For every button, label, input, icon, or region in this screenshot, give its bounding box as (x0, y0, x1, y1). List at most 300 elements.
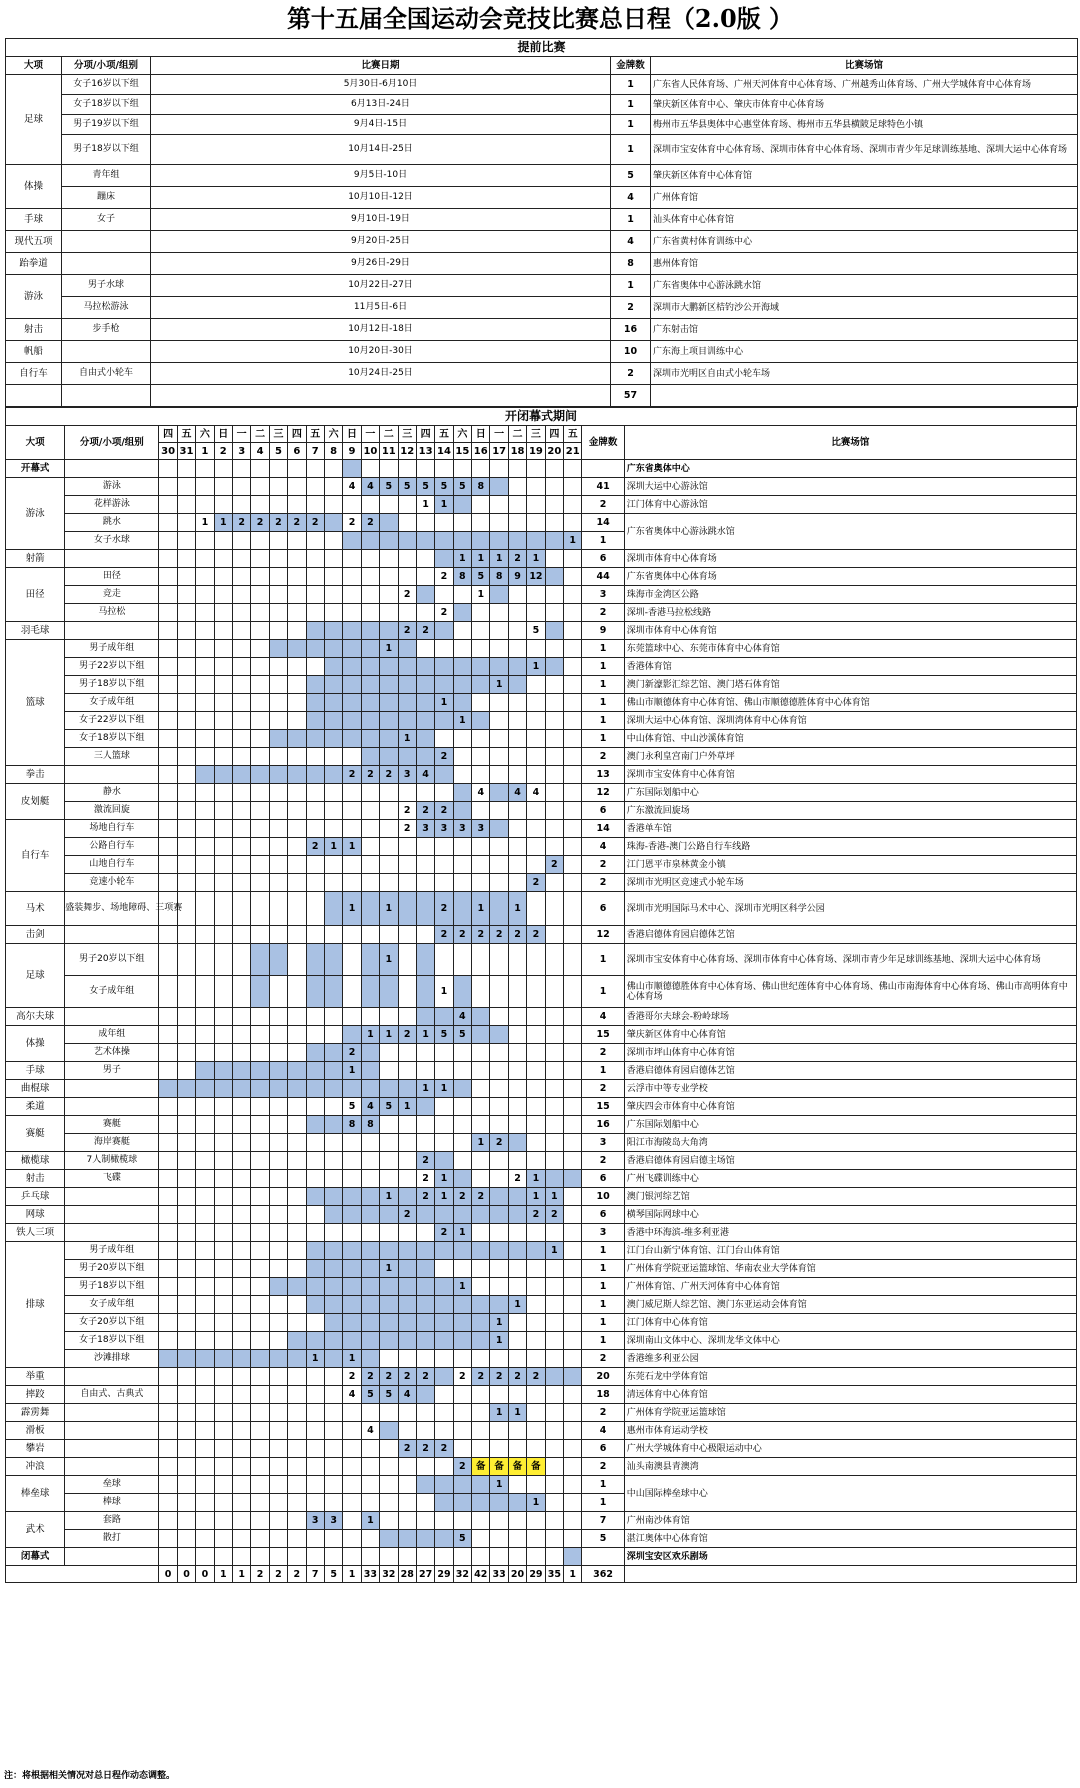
day-slot (361, 1296, 379, 1314)
day-slot (490, 784, 508, 802)
day-slot (380, 1080, 398, 1098)
day-slot: 4 (472, 784, 490, 802)
day-slot (435, 1044, 453, 1062)
day-slot (545, 730, 563, 748)
day-slot (288, 1026, 306, 1044)
day-slot (435, 1530, 453, 1548)
day-slot (508, 586, 526, 604)
event-cell (65, 622, 159, 640)
day-slot (196, 712, 214, 730)
day-slot (564, 874, 582, 892)
day-slot (508, 1044, 526, 1062)
day-slot (527, 586, 545, 604)
day-slot (159, 1188, 177, 1206)
day-slot (508, 1530, 526, 1548)
venue-cell: 中山国际棒垒球中心 (624, 1476, 1076, 1512)
day-slot (251, 1224, 269, 1242)
sport-cell: 跆拳道 (6, 253, 62, 275)
day-slot (269, 1386, 287, 1404)
event-cell (65, 1440, 159, 1458)
day-slot (306, 926, 324, 944)
day-slot (306, 802, 324, 820)
day-total: 32 (453, 1566, 471, 1583)
medals-cell: 3 (582, 1224, 624, 1242)
day-slot (232, 1116, 250, 1134)
day-slot (527, 1224, 545, 1242)
day-slot (269, 1476, 287, 1494)
day-slot (251, 550, 269, 568)
day-slot (380, 1242, 398, 1260)
day-slot (251, 820, 269, 838)
day-slot (398, 1512, 416, 1530)
event-row (6, 1242, 1077, 1260)
day-slot: 2 (398, 586, 416, 604)
day-slot (564, 926, 582, 944)
day-slot (564, 1314, 582, 1332)
day-slot (251, 1260, 269, 1278)
medals-cell: 9 (582, 622, 624, 640)
event-cell: 马拉松游泳 (62, 297, 151, 319)
day-slot (288, 694, 306, 712)
day-slot (159, 1512, 177, 1530)
day-total: 33 (490, 1566, 508, 1583)
event-cell: 女子水球 (65, 532, 159, 550)
sport-cell: 田径 (6, 568, 65, 622)
day-slot (398, 1152, 416, 1170)
advance-row (6, 385, 1078, 407)
day-slot (177, 1170, 195, 1188)
day-slot (490, 640, 508, 658)
day-slot (269, 1368, 287, 1386)
day-slot (527, 514, 545, 532)
day-cell: 18 (508, 443, 526, 460)
day-slot (453, 1044, 471, 1062)
day-slot (564, 1512, 582, 1530)
weekday-cell: 四 (416, 426, 434, 443)
day-slot (453, 1476, 471, 1494)
medals-cell: 1 (582, 1314, 624, 1332)
day-slot (527, 640, 545, 658)
day-slot (416, 1134, 434, 1152)
day-slot (564, 748, 582, 766)
day-slot (472, 1548, 490, 1566)
sport-cell: 足球 (6, 944, 65, 1008)
day-slot (398, 532, 416, 550)
event-cell: 田径 (65, 568, 159, 586)
advance-row (6, 253, 1078, 275)
day-slot (214, 1440, 232, 1458)
day-slot (196, 838, 214, 856)
day-slot: 2 (232, 514, 250, 532)
day-slot (361, 1548, 379, 1566)
medals-cell: 4 (582, 1422, 624, 1440)
day-slot: 2 (527, 1368, 545, 1386)
day-slot: 2 (380, 1368, 398, 1386)
event-row (6, 784, 1077, 802)
day-total: 2 (288, 1566, 306, 1583)
day-slot (490, 1026, 508, 1044)
day-slot (508, 640, 526, 658)
day-slot (159, 1134, 177, 1152)
day-slot (398, 640, 416, 658)
medals-cell: 1 (582, 1494, 624, 1512)
day-slot (564, 1458, 582, 1476)
day-slot (306, 766, 324, 784)
day-slot (232, 802, 250, 820)
day-slot (416, 1530, 434, 1548)
day-slot (508, 976, 526, 1008)
day-slot (214, 1350, 232, 1368)
day-slot: 备 (527, 1458, 545, 1476)
day-slot (288, 586, 306, 604)
day-slot: 3 (416, 820, 434, 838)
day-slot (232, 1170, 250, 1188)
day-slot (453, 1260, 471, 1278)
day-slot (416, 1404, 434, 1422)
day-slot (472, 856, 490, 874)
day-slot: 1 (527, 1170, 545, 1188)
day-slot (343, 1188, 361, 1206)
day-slot (361, 1260, 379, 1278)
day-slot: 5 (453, 1026, 471, 1044)
medals-cell: 2 (582, 604, 624, 622)
day-slot: 2 (472, 926, 490, 944)
event-row (6, 1134, 1077, 1152)
event-row (6, 1152, 1077, 1170)
day-slot (324, 1314, 342, 1332)
venue-cell: 深圳-香港马拉松线路 (624, 604, 1076, 622)
day-slot: 1 (508, 1296, 526, 1314)
day-slot (214, 586, 232, 604)
day-slot (232, 1242, 250, 1260)
day-slot (508, 838, 526, 856)
day-slot: 1 (453, 1278, 471, 1296)
event-cell: 蹦床 (62, 187, 151, 209)
day-slot (232, 1260, 250, 1278)
day-slot (288, 1260, 306, 1278)
event-row (6, 838, 1077, 856)
day-cell: 3 (232, 443, 250, 460)
medals-cell: 1 (582, 694, 624, 712)
weekday-cell: 五 (564, 426, 582, 443)
day-slot (343, 1530, 361, 1548)
day-slot (527, 1080, 545, 1098)
day-slot (527, 1098, 545, 1116)
day-slot: 2 (435, 802, 453, 820)
event-row (6, 1098, 1077, 1116)
day-slot (564, 478, 582, 496)
day-slot (196, 1260, 214, 1278)
day-slot (177, 784, 195, 802)
day-slot (527, 532, 545, 550)
day-slot (545, 820, 563, 838)
day-slot (472, 1242, 490, 1260)
event-row (6, 730, 1077, 748)
day-slot (177, 604, 195, 622)
day-slot (343, 1026, 361, 1044)
day-slot (472, 658, 490, 676)
sport-cell: 体操 (6, 1026, 65, 1062)
event-cell: 女子16岁以下组 (62, 75, 151, 95)
day-slot (508, 1422, 526, 1440)
day-slot (288, 1458, 306, 1476)
medals-cell: 6 (582, 550, 624, 568)
day-slot (324, 1116, 342, 1134)
day-slot (380, 1116, 398, 1134)
day-slot: 1 (545, 1188, 563, 1206)
day-slot (214, 1170, 232, 1188)
event-cell: 飞碟 (65, 1170, 159, 1188)
day-slot (306, 1062, 324, 1080)
venue-cell: 湛江奥体中心体育馆 (624, 1530, 1076, 1548)
day-slot (361, 892, 379, 926)
day-total: 5 (324, 1566, 342, 1583)
day-slot (435, 944, 453, 976)
day-slot (564, 1170, 582, 1188)
day-slot (343, 694, 361, 712)
day-slot (232, 1530, 250, 1548)
event-cell: 场地自行车 (65, 820, 159, 838)
venue-cell: 广东省奥体中心 (624, 460, 1076, 478)
day-slot (159, 766, 177, 784)
day-slot (251, 976, 269, 1008)
day-slot (159, 976, 177, 1008)
day-slot: 4 (361, 478, 379, 496)
day-slot (380, 676, 398, 694)
day-slot (545, 784, 563, 802)
day-slot: 2 (416, 802, 434, 820)
medals-cell: 2 (582, 856, 624, 874)
day-slot (472, 1080, 490, 1098)
day-slot (490, 586, 508, 604)
venue-cell: 香港中环海滨-维多利亚港 (624, 1224, 1076, 1242)
venue-cell: 深圳市体育中心体育场 (624, 550, 1076, 568)
day-slot (453, 658, 471, 676)
venue-cell: 江门体育中心体育馆 (624, 1314, 1076, 1332)
day-slot (472, 1404, 490, 1422)
sport-cell: 柔道 (6, 1098, 65, 1116)
sport-cell: 武术 (6, 1512, 65, 1548)
day-slot: 5 (398, 478, 416, 496)
day-slot (177, 926, 195, 944)
day-slot (361, 1332, 379, 1350)
event-cell (65, 1458, 159, 1476)
day-slot (416, 944, 434, 976)
day-slot (398, 676, 416, 694)
day-slot (214, 874, 232, 892)
day-slot (380, 1152, 398, 1170)
day-slot (398, 1008, 416, 1026)
event-row (6, 1224, 1077, 1242)
day-slot (306, 892, 324, 926)
day-slot (269, 1494, 287, 1512)
day-slot (269, 1530, 287, 1548)
day-slot (380, 550, 398, 568)
day-slot (196, 1494, 214, 1512)
day-slot (214, 838, 232, 856)
day-slot (214, 1278, 232, 1296)
day-slot (361, 640, 379, 658)
day-slot (380, 976, 398, 1008)
day-slot (306, 1530, 324, 1548)
medals-cell: 57 (611, 385, 651, 407)
day-slot: 5 (380, 478, 398, 496)
day-slot (453, 1116, 471, 1134)
day-slot (435, 1260, 453, 1278)
venue-cell: 深圳市宝安体育中心体育馆 (624, 766, 1076, 784)
day-slot (545, 1440, 563, 1458)
day-slot (232, 550, 250, 568)
day-slot (527, 802, 545, 820)
advance-row (6, 209, 1078, 231)
day-slot (306, 568, 324, 586)
day-slot (251, 944, 269, 976)
day-slot (306, 1152, 324, 1170)
day-slot: 1 (435, 496, 453, 514)
day-slot (177, 766, 195, 784)
day-slot (177, 802, 195, 820)
day-slot: 2 (472, 1368, 490, 1386)
event-cell: 海岸赛艇 (65, 1134, 159, 1152)
day-slot (196, 1512, 214, 1530)
day-slot (232, 838, 250, 856)
day-slot (232, 1080, 250, 1098)
event-row (6, 1026, 1077, 1044)
day-slot (343, 1134, 361, 1152)
day-slot (306, 856, 324, 874)
day-slot (232, 1098, 250, 1116)
day-slot (288, 926, 306, 944)
day-cell: 14 (435, 443, 453, 460)
day-slot (269, 784, 287, 802)
event-cell (65, 1008, 159, 1026)
day-slot (545, 1350, 563, 1368)
day-slot (196, 1422, 214, 1440)
day-slot (269, 1188, 287, 1206)
day-slot (416, 1008, 434, 1026)
day-slot (398, 1116, 416, 1134)
day-slot (324, 1548, 342, 1566)
day-slot (453, 766, 471, 784)
day-slot (527, 748, 545, 766)
day-slot: 4 (453, 1008, 471, 1026)
day-slot: 1 (416, 1026, 434, 1044)
day-slot (545, 1278, 563, 1296)
day-total: 35 (545, 1566, 563, 1583)
day-slot (232, 532, 250, 550)
day-slot (416, 568, 434, 586)
day-slot (564, 1476, 582, 1494)
day-slot (214, 1404, 232, 1422)
day-slot (453, 676, 471, 694)
day-slot: 1 (490, 1314, 508, 1332)
sport-cell: 高尔夫球 (6, 1008, 65, 1026)
day-slot (306, 944, 324, 976)
day-slot (343, 1476, 361, 1494)
day-slot (177, 712, 195, 730)
venue-cell: 广东射击馆 (651, 319, 1078, 341)
day-slot (564, 586, 582, 604)
day-slot: 2 (343, 766, 361, 784)
day-slot (288, 1296, 306, 1314)
day-slot (232, 784, 250, 802)
day-slot (545, 514, 563, 532)
day-slot (196, 640, 214, 658)
day-slot (177, 1314, 195, 1332)
day-slot (472, 976, 490, 1008)
day-slot (527, 820, 545, 838)
event-row (6, 514, 1077, 532)
day-slot (435, 712, 453, 730)
venue-cell: 深圳市宝安体育中心体育场、深圳市体育中心体育场、深圳市青少年足球训练基地、深圳大运中心体育场 (624, 944, 1076, 976)
day-slot: 5 (343, 1098, 361, 1116)
day-slot (398, 1296, 416, 1314)
day-slot (361, 586, 379, 604)
day-slot (361, 926, 379, 944)
day-slot (508, 1188, 526, 1206)
day-slot (288, 838, 306, 856)
day-slot (196, 622, 214, 640)
day-slot: 3 (306, 1512, 324, 1530)
day-slot (269, 1512, 287, 1530)
day-slot (435, 1512, 453, 1530)
day-slot (343, 976, 361, 1008)
event-cell (65, 1080, 159, 1098)
total-medals: 362 (582, 1566, 624, 1583)
day-slot (361, 568, 379, 586)
medals-cell: 1 (582, 976, 624, 1008)
day-slot (472, 730, 490, 748)
venue-cell: 澳门永利皇宫南门户外草坪 (624, 748, 1076, 766)
day-slot (380, 1476, 398, 1494)
sport-cell: 滑板 (6, 1422, 65, 1440)
day-slot (324, 1026, 342, 1044)
advance-schedule-table (5, 38, 1078, 407)
day-slot: 5 (453, 1530, 471, 1548)
event-row (6, 766, 1077, 784)
day-slot (380, 604, 398, 622)
day-slot (177, 856, 195, 874)
day-slot: 1 (527, 1494, 545, 1512)
day-slot: 1 (361, 1026, 379, 1044)
venue-cell: 深圳市宝安体育中心体育场、深圳市体育中心体育场、深圳市青少年足球训练基地、深圳大运中心体育场 (651, 135, 1078, 165)
day-slot (453, 622, 471, 640)
weekday-cell: 五 (177, 426, 195, 443)
venue-cell: 深圳市光明区竞速式小轮车场 (624, 874, 1076, 892)
sport-cell: 游泳 (6, 275, 62, 319)
day-slot (196, 1350, 214, 1368)
day-slot (453, 586, 471, 604)
day-slot (324, 694, 342, 712)
day-slot (324, 1350, 342, 1368)
day-slot (177, 1548, 195, 1566)
event-cell: 女子成年组 (65, 1296, 159, 1314)
venue-cell: 广东激流回旋场 (624, 802, 1076, 820)
event-row (6, 944, 1077, 976)
medals-cell: 2 (582, 1044, 624, 1062)
event-row (6, 1170, 1077, 1188)
day-slot (232, 892, 250, 926)
venue-cell: 江门台山新宁体育馆、江门台山体育馆 (624, 1242, 1076, 1260)
sport-cell: 马术 (6, 892, 65, 926)
day-slot (306, 658, 324, 676)
day-slot (251, 1476, 269, 1494)
sport-cell: 自行车 (6, 820, 65, 892)
venue-cell (651, 385, 1078, 407)
day-slot (343, 802, 361, 820)
day-slot (361, 748, 379, 766)
day-slot (490, 802, 508, 820)
